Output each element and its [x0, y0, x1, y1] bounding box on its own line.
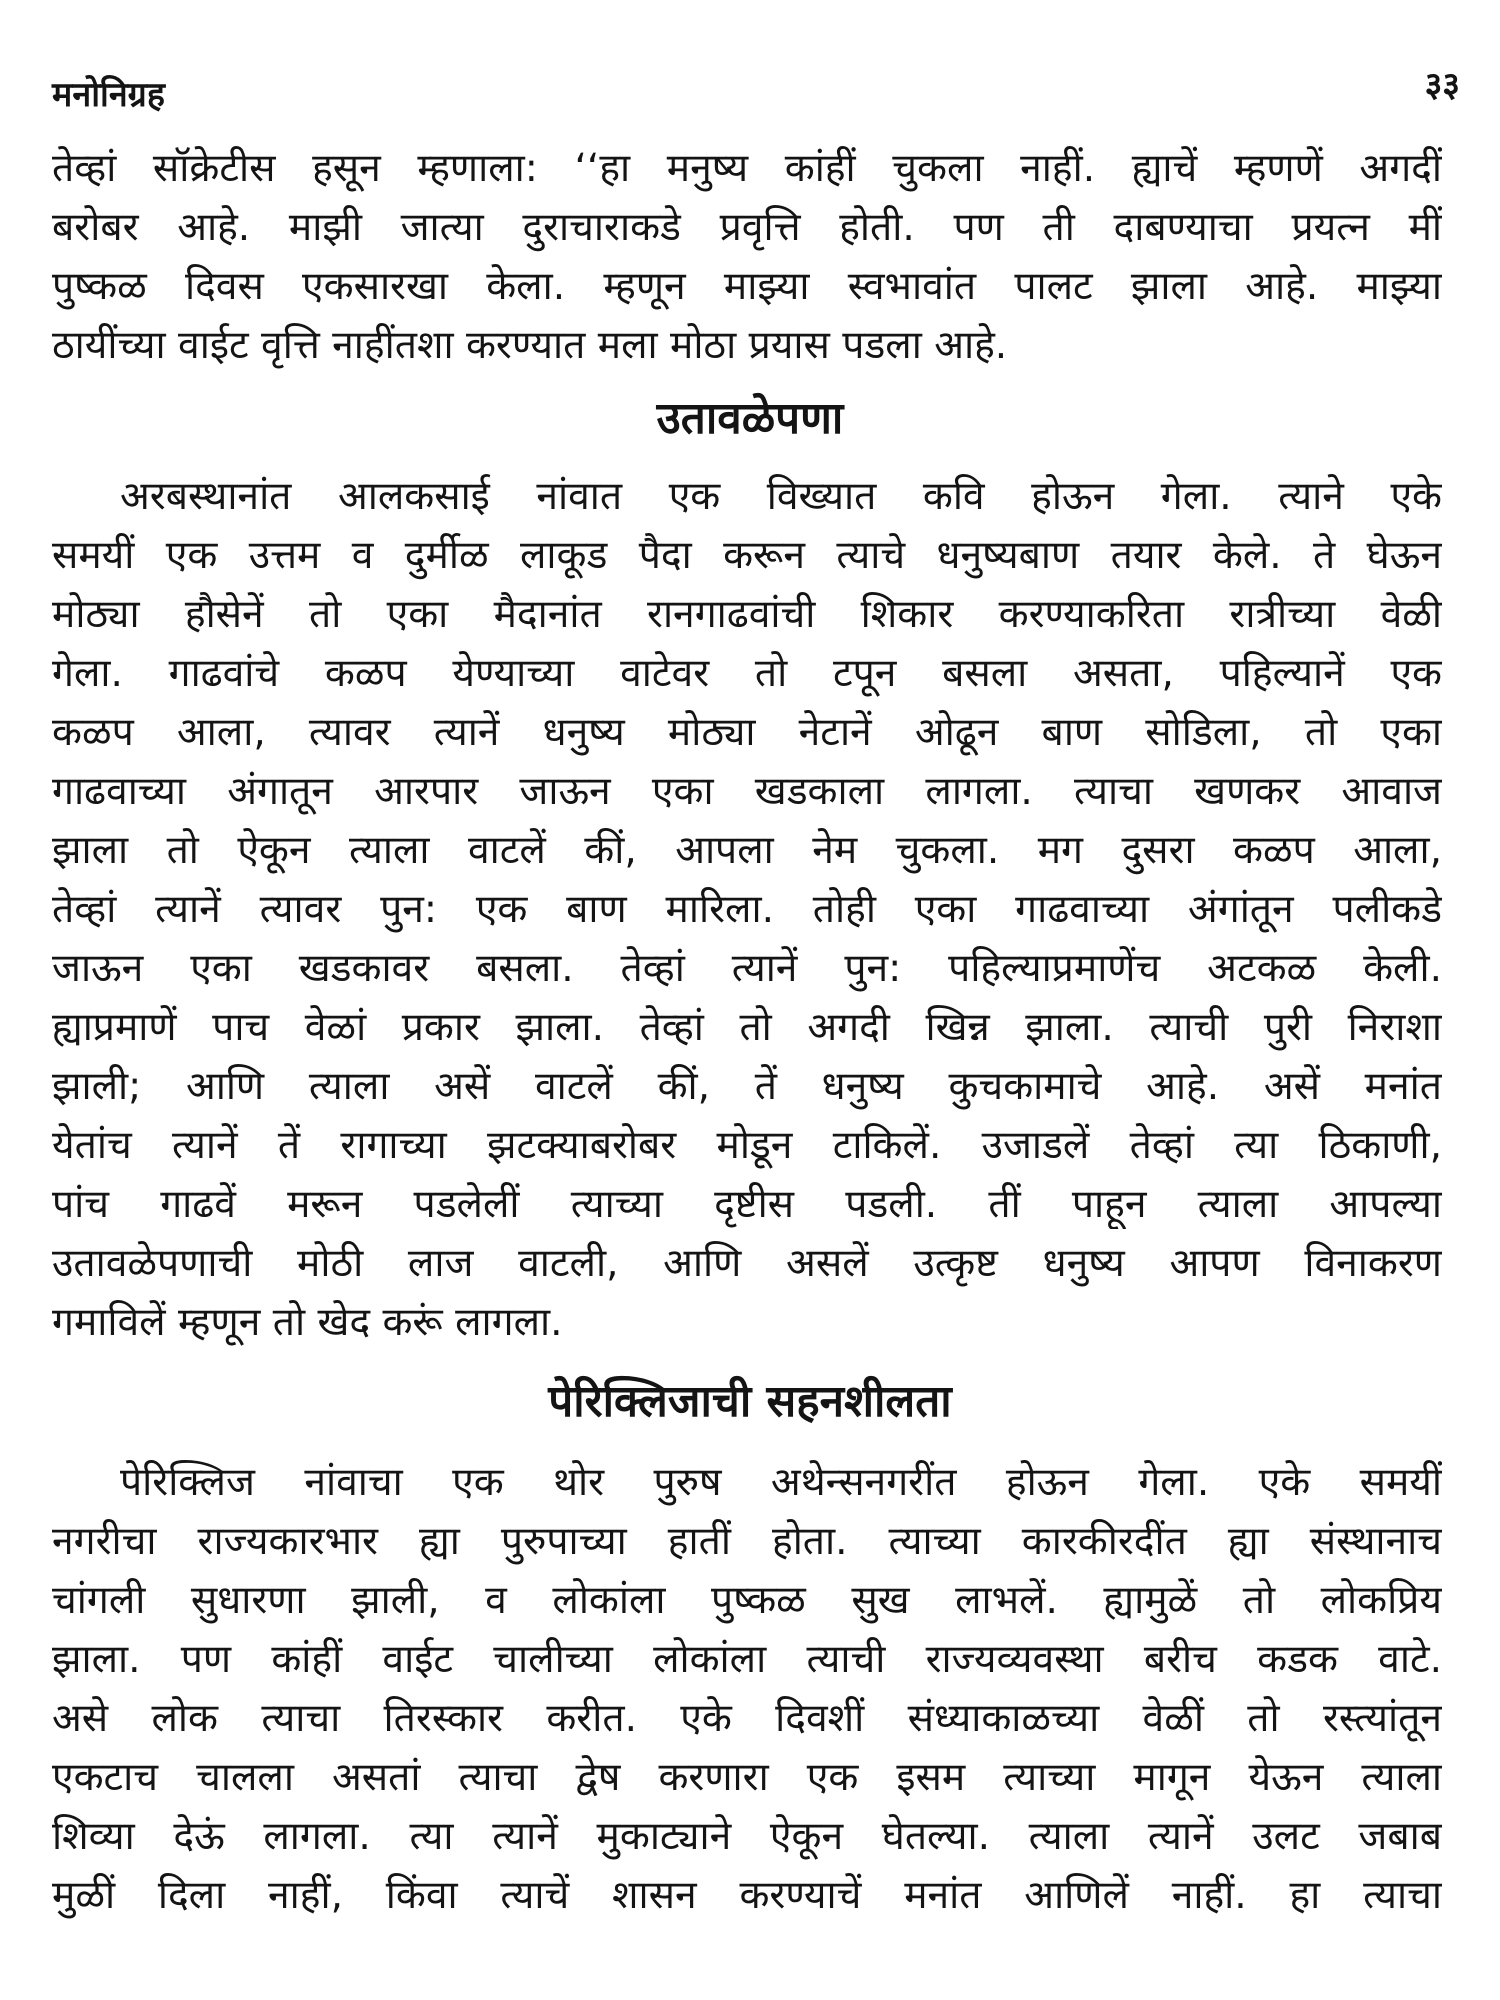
paragraph-line: असे लोक त्याचा तिरस्कार करीत. एके दिवशीं संध्याकाळच्या वेळीं तो रस्त्यांतून: [52, 1696, 1442, 1741]
paragraph-line: झाला तो ऐकून त्याला वाटलें कीं, आपला नेम चुकला. मग दुसरा कळप आला,: [52, 828, 1442, 873]
paragraph-line: कळप आला, त्यावर त्यानें धनुष्य मोठ्या नेटानें ओढून बाण सोडिला, तो एका: [52, 710, 1442, 755]
paragraph-line: एकटाच चालला असतां त्याचा द्वेष करणारा एक इसम त्याच्या मागून येऊन त्याला: [52, 1755, 1442, 1800]
paragraph-line: समयीं एक उत्तम व दुर्मीळ लाकूड पैदा करून त्याचे धनुष्यबाण तयार केले. ते घेऊन: [52, 533, 1442, 578]
paragraph-line: ह्याप्रमाणें पाच वेळां प्रकार झाला. तेव्हां तो अगदी खिन्न झाला. त्याची पुरी निराशा: [52, 1005, 1442, 1050]
running-head: मनोनिग्रह: [52, 75, 165, 115]
paragraph-line: चांगली सुधारणा झाली, व लोकांला पुष्कळ सुख लाभलें. ह्यामुळें तो लोकप्रिय: [52, 1578, 1442, 1623]
section-heading-utavalepana: उतावळेपणा: [656, 393, 844, 444]
paragraph-line: झाला. पण कांहीं वाईट चालीच्या लोकांला त्याची राज्यव्यवस्था बरीच कडक वाटे.: [52, 1637, 1442, 1682]
paragraph-line: येतांच त्यानें तें रागाच्या झटक्याबरोबर मोडून टाकिलें. उजाडलें तेव्हां त्या ठिकाणी,: [52, 1123, 1442, 1168]
paragraph-line: उतावळेपणाची मोठी लाज वाटली, आणि असलें उत्कृष्ट धनुष्य आपण विनाकरण: [52, 1241, 1442, 1286]
intro-line: पुष्कळ दिवस एकसारखा केला. म्हणून माझ्या स्वभावांत पालट झाला आहे. माझ्या: [52, 264, 1442, 309]
paragraph-line: अरबस्थानांत आलकसाई नांवात एक विख्यात कवि होऊन गेला. त्याने एके: [120, 474, 1442, 519]
paragraph-line: झाली; आणि त्याला असें वाटलें कीं, तें धनुष्य कुचकामाचे आहे. असें मनांत: [52, 1064, 1442, 1109]
paragraph-line: मुळीं दिला नाहीं, किंवा त्याचें शासन करण्याचें मनांत आणिलें नाहीं. हा त्याचा: [52, 1873, 1442, 1918]
paragraph-line: गाढवाच्या अंगातून आरपार जाऊन एका खडकाला लागला. त्याचा खणकर आवाज: [52, 769, 1442, 814]
paragraph-line: गमाविलें म्हणून तो खेद करूं लागला.: [52, 1300, 563, 1345]
paragraph-line: नगरीचा राज्यकारभार ह्या पुरुपाच्या हातीं होता. त्याच्या कारकीरदींत ह्या संस्थानाच: [52, 1519, 1442, 1564]
page-number: ३३: [1424, 65, 1460, 105]
paragraph-line: तेव्हां त्यानें त्यावर पुन: एक बाण मारिला. तोही एका गाढवाच्या अंगांतून पलीकडे: [52, 887, 1442, 932]
paragraph-line: शिव्या देऊं लागला. त्या त्यानें मुकाट्याने ऐकून घेतल्या. त्याला त्यानें उलट जबाब: [52, 1814, 1442, 1859]
paragraph-line: पांच गाढवें मरून पडलेलीं त्याच्या दृष्टीस पडली. तीं पाहून त्याला आपल्या: [52, 1182, 1442, 1227]
paragraph-line: मोठ्या हौसेनें तो एका मैदानांत रानगाढवांची शिकार करण्याकरिता रात्रीच्या वेळी: [52, 592, 1442, 637]
section-heading-periklijachi-sahanshilata: पेरिक्लिजाची सहनशीलता: [548, 1376, 952, 1427]
paragraph-line: गेला. गाढवांचे कळप येण्याच्या वाटेवर तो टपून बसला असता, पहिल्यानें एक: [52, 651, 1442, 696]
intro-line: ठायींच्या वाईट वृत्ति नाहींतशा करण्यात मला मोठा प्रयास पडला आहे.: [52, 323, 1008, 368]
intro-line: बरोबर आहे. माझी जात्या दुराचाराकडे प्रवृत्ति होती. पण ती दाबण्याचा प्रयत्न मीं: [52, 205, 1442, 250]
paragraph-line: पेरिक्लिज नांवाचा एक थोर पुरुष अथेन्सनगरींत होऊन गेला. एके समयीं: [120, 1460, 1442, 1505]
intro-line: तेव्हां सॉक्रेटीस हसून म्हणाला: ‘‘हा मनुष्य कांहीं चुकला नाहीं. ह्याचें म्हणणें अगदीं: [52, 146, 1442, 191]
paragraph-line: जाऊन एका खडकावर बसला. तेव्हां त्यानें पुन: पहिल्याप्रमाणेंच अटकळ केली.: [52, 946, 1442, 991]
